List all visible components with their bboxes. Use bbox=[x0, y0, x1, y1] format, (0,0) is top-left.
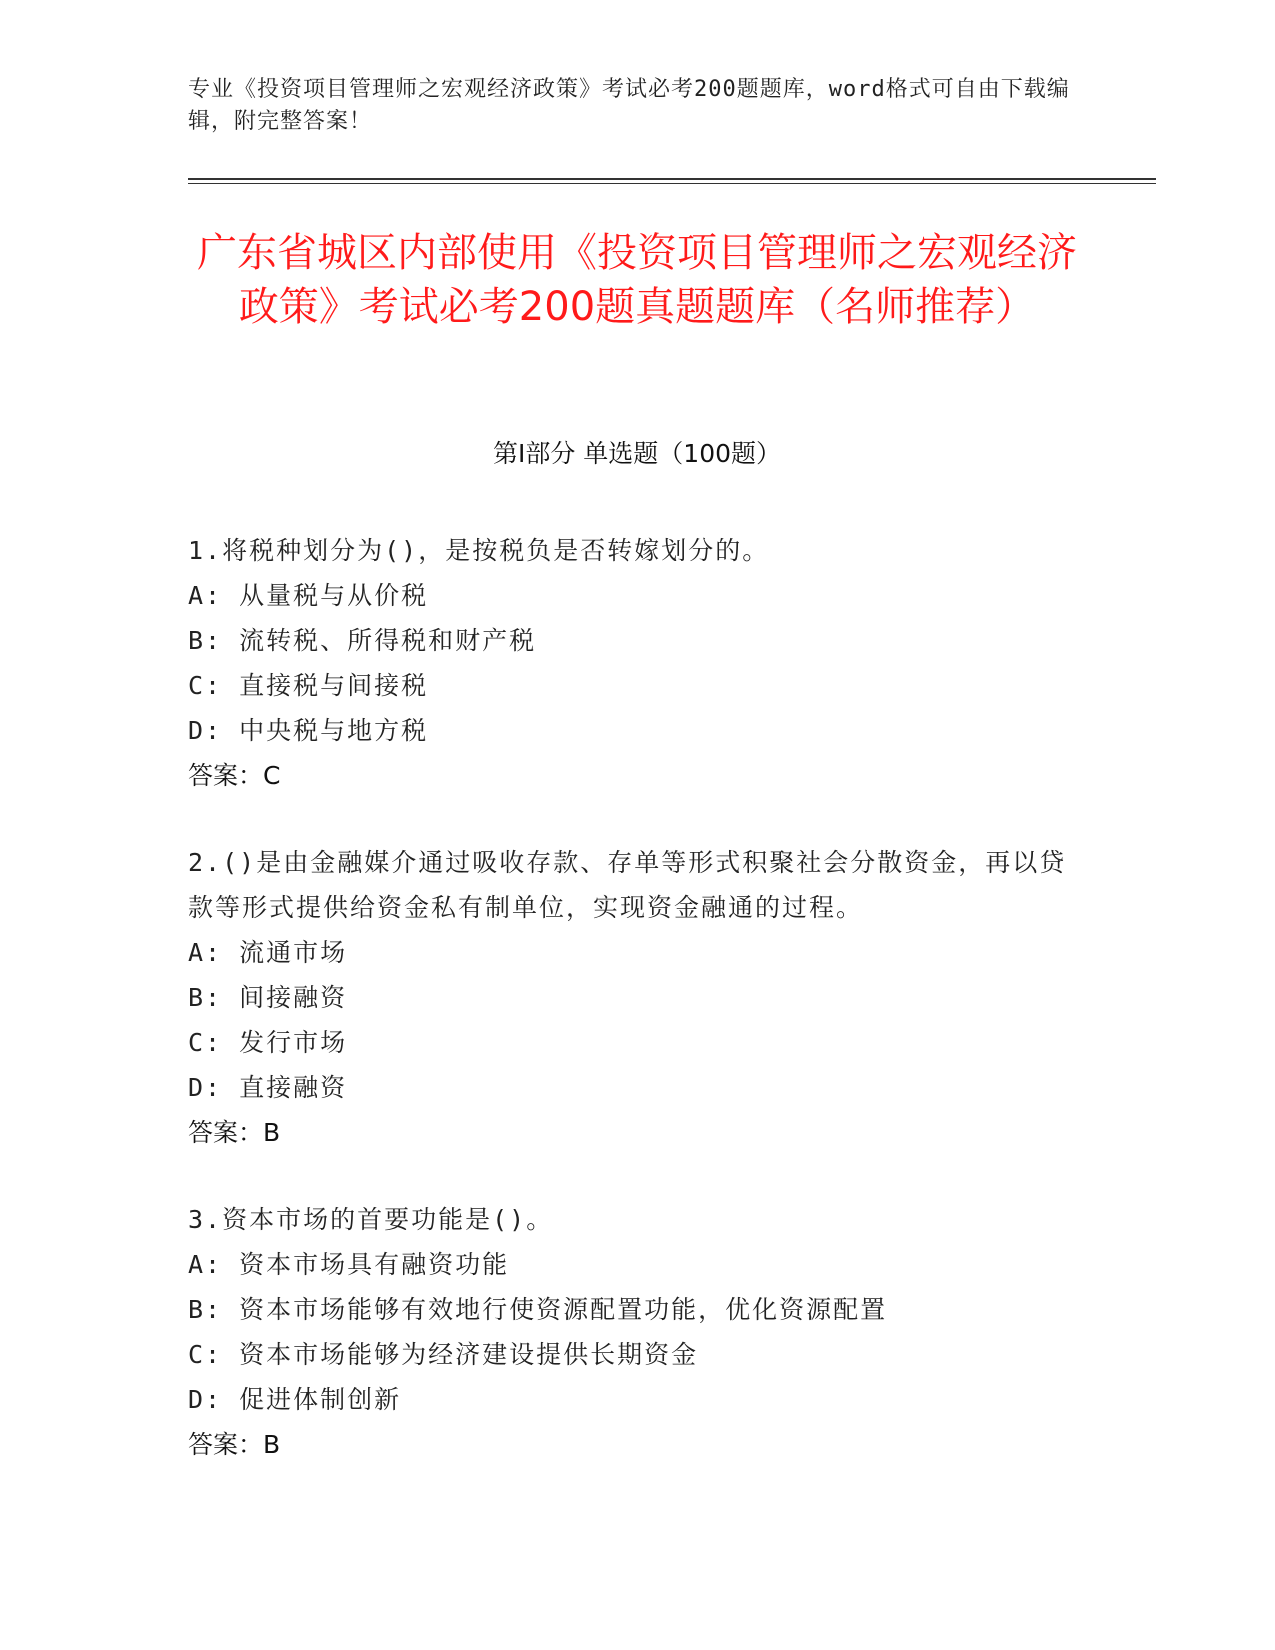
document-title: 广东省城区内部使用《投资项目管理师之宏观经济政策》考试必考200题真题题库（名师推荐） bbox=[197, 230, 1077, 330]
answer: 答案：B bbox=[188, 1430, 281, 1459]
option-b: B: 间接融资 bbox=[188, 983, 348, 1012]
question-3 bbox=[188, 1197, 1088, 1467]
question-stem: 2.()是由金融媒介通过吸收存款、存单等形式积聚社会分散资金，再以贷款等形式提供给资金私有制单位，实现资金融通的过程。 bbox=[188, 848, 1067, 922]
section-heading: 第Ⅰ部分 单选题（100题） bbox=[492, 439, 782, 468]
option-a: A: 资本市场具有融资功能 bbox=[188, 1250, 510, 1279]
option-a: A: 从量税与从价税 bbox=[188, 581, 429, 610]
header-note: 专业《投资项目管理师之宏观经济政策》考试必考200题题库，word格式可自由下载编辑，附完整答案！ bbox=[188, 77, 1070, 134]
option-c: C: 资本市场能够为经济建设提供长期资金 bbox=[188, 1340, 699, 1369]
question-list bbox=[188, 528, 1088, 1509]
option-d: D: 中央税与地方税 bbox=[188, 716, 429, 745]
answer: 答案：B bbox=[188, 1118, 281, 1147]
option-a: A: 流通市场 bbox=[188, 938, 348, 967]
question-stem: 3.资本市场的首要功能是()。 bbox=[188, 1205, 554, 1234]
question-stem: 1.将税种划分为()，是按税负是否转嫁划分的。 bbox=[188, 536, 770, 565]
header-rule-thick bbox=[188, 178, 1156, 180]
header-rule-thin bbox=[188, 183, 1156, 184]
question-1 bbox=[188, 528, 1088, 798]
question-2 bbox=[188, 840, 1088, 1155]
option-b: B: 资本市场能够有效地行使资源配置功能，优化资源配置 bbox=[188, 1295, 888, 1324]
option-d: D: 促进体制创新 bbox=[188, 1385, 402, 1414]
option-b: B: 流转税、所得税和财产税 bbox=[188, 626, 537, 655]
option-d: D: 直接融资 bbox=[188, 1073, 348, 1102]
answer: 答案：C bbox=[188, 761, 281, 790]
option-c: C: 发行市场 bbox=[188, 1028, 348, 1057]
option-c: C: 直接税与间接税 bbox=[188, 671, 429, 700]
